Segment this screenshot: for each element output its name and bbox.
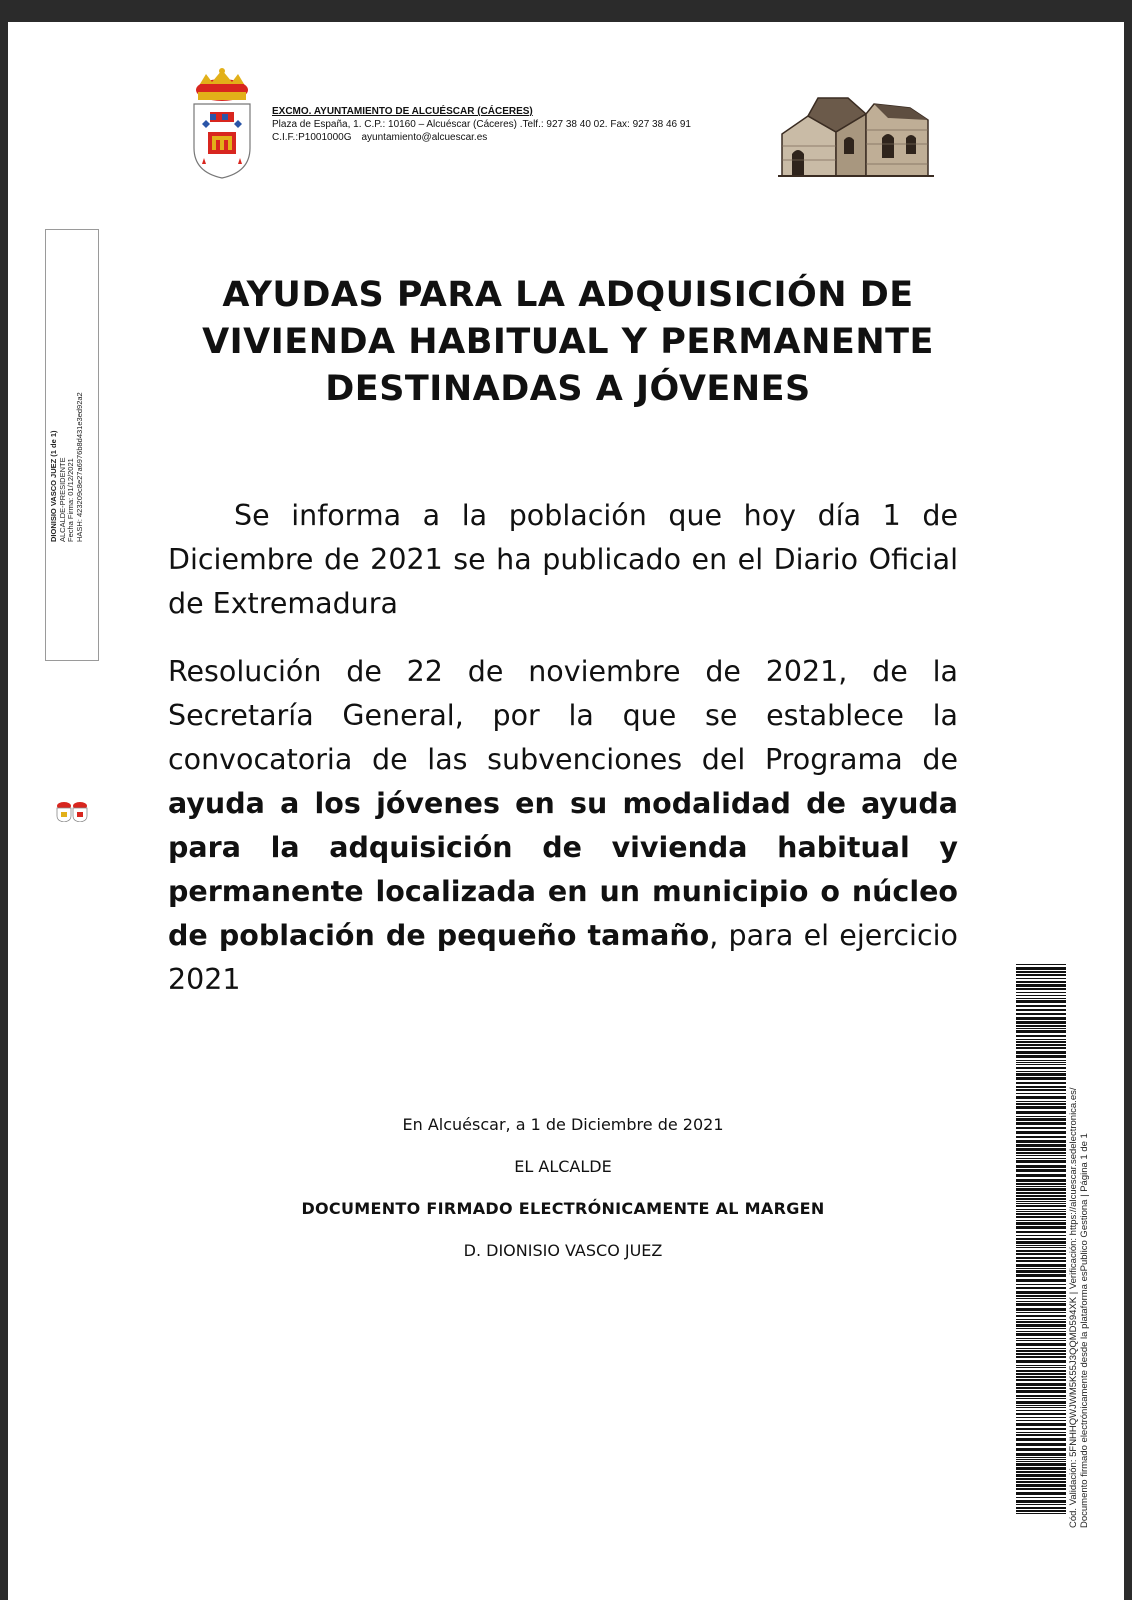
- signature-hash: HASH: 423209c8e27a6976b8d431e3ed92a2: [74, 392, 84, 542]
- p2-start: Resolución de 22 de noviembre de 2021, de la Secretaría General, por la que se establece la convocatoria de las subvenciones del Programa de: [168, 655, 958, 776]
- email: ayuntamiento@alcuescar.es: [361, 132, 488, 143]
- cif: C.I.F.:P1001000G: [272, 132, 352, 143]
- coat-of-arms-logo: [188, 68, 256, 180]
- mayor-role: EL ALCALDE: [514, 1157, 612, 1176]
- signed-note: DOCUMENTO FIRMADO ELECTRÓNICAMENTE AL MARGEN: [301, 1199, 825, 1218]
- mayor-name: D. DIONISIO VASCO JUEZ: [463, 1241, 663, 1260]
- church-illustration: [778, 94, 934, 178]
- verification-line-1: Cód. Validación: 5FNHHQWJWM5K55J3QQMD594XK | Verificación: https://alcuescar.sedelectronica.es/: [1068, 1087, 1079, 1528]
- verification-barcode: [1016, 964, 1066, 1514]
- title-line: AYUDAS PARA LA ADQUISICIÓN DE: [222, 275, 914, 315]
- small-coat-of-arms-icon: [54, 798, 90, 822]
- org-name: EXCMO. AYUNTAMIENTO DE ALCUÉSCAR (CÁCERES): [272, 106, 533, 117]
- municipality-header: [272, 106, 691, 144]
- verification-line-2: Documento firmado electrónicamente desde la plataforma esPublico Gestiona | Página 1 de 1: [1079, 1133, 1090, 1528]
- title-line: DESTINADAS A JÓVENES: [325, 369, 811, 409]
- address-line: Plaza de España, 1. C.P.: 10160 – Alcuéscar (Cáceres) .Telf.: 927 38 40 02. Fax: 927 38 46 91: [272, 119, 691, 130]
- title-line: VIVIENDA HABITUAL Y PERMANENTE: [202, 322, 934, 362]
- signature-date: Fecha Firma: 01/12/2021: [66, 458, 75, 542]
- p2-bold: ayuda a los jóvenes en su modalidad de ayuda para la adquisición de vivienda habitual y permanente localizada en un municipio o núcleo de población de pequeño tamaño: [168, 787, 958, 952]
- body-paragraph-1: Se informa a la población que hoy día 1 de Diciembre de 2021 se ha publicado en el Diario Oficial de Extremadura: [168, 499, 958, 620]
- document-title: [138, 272, 998, 413]
- p2-end: , para el ejercicio 2021: [168, 919, 958, 996]
- document-page: [8, 22, 1124, 1600]
- verification-text: [1068, 1087, 1090, 1528]
- body-paragraph-2: [168, 650, 958, 1002]
- signer-role: ALCALDE-PRESIDENTE: [57, 457, 67, 542]
- signature-strip: [45, 229, 99, 661]
- place-date: En Alcuéscar, a 1 de Diciembre de 2021: [402, 1115, 724, 1134]
- signature-strip-text: [50, 392, 84, 542]
- signer-name: DIONISIO VASCO JUEZ (1 de 1): [49, 430, 58, 542]
